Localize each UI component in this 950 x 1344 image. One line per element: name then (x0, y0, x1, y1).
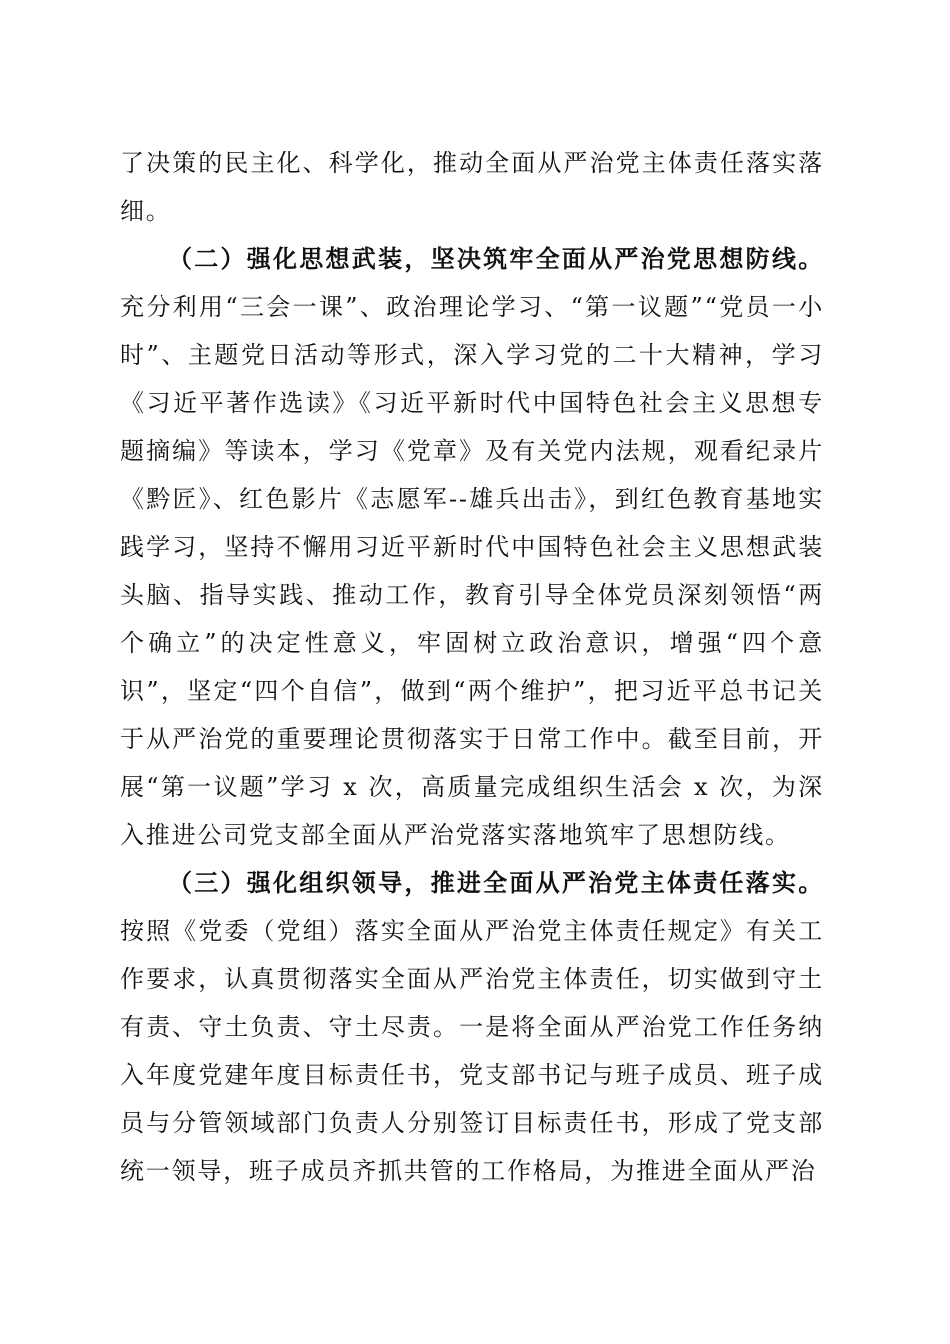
section-heading-2: （二）强化思想武装，坚决筑牢全面从严治党思想防线。 (168, 244, 824, 273)
section-body-3: 按照《党委（党组）落实全面从严治党主体责任规定》有关工作要求，认真贯彻落实全面从严治党主体责任，切实做到守土有责、守土负责、守土尽责。一是将全面从严治党工作任务纳入年度党建年度目标责任书，党支部书记与班子成员、班子成员与分管领域部门负责人分别签订目标责任书，形成了党支部统一领导，班子成员齐抓共管的工作格局，为推进全面从严治 (120, 917, 824, 1185)
section-heading-3: （三）强化组织领导，推进全面从严治党主体责任落实。 (168, 868, 824, 897)
paragraph-continuation: 了决策的民主化、科学化，推动全面从严治党主体责任落实落细。 (120, 149, 824, 225)
document-body (120, 139, 824, 1195)
paragraph-section-3 (120, 859, 824, 1195)
section-body-2: 充分利用“三会一课”、政治理论学习、“第一议题”“党员一小时”、主题党日活动等形式，深入学习党的二十大精神，学习《习近平著作选读》《习近平新时代中国特色社会主义思想专题摘编》等读本，学习《党章》及有关党内法规，观看纪录片《黔匠》、红色影片《志愿军--雄兵出击》，到红色教育基地实践学习，坚持不懈用习近平新时代中国特色社会主义思想武装头脑、指导实践、推动工作，教育引导全体党员深刻领悟“两个确立”的决定性意义，牢固树立政治意识，增强“四个意识”，坚定“四个自信”，做到“两个维护”，把习近平总书记关于从严治党的重要理论贯彻落实于日常工作中。截至目前，开展“第一议题”学习 x 次，高质量完成组织生活会 x 次，为深入推进公司党支部全面从严治党落实落地筑牢了思想防线。 (120, 293, 824, 849)
paragraph-section-2 (120, 235, 824, 859)
